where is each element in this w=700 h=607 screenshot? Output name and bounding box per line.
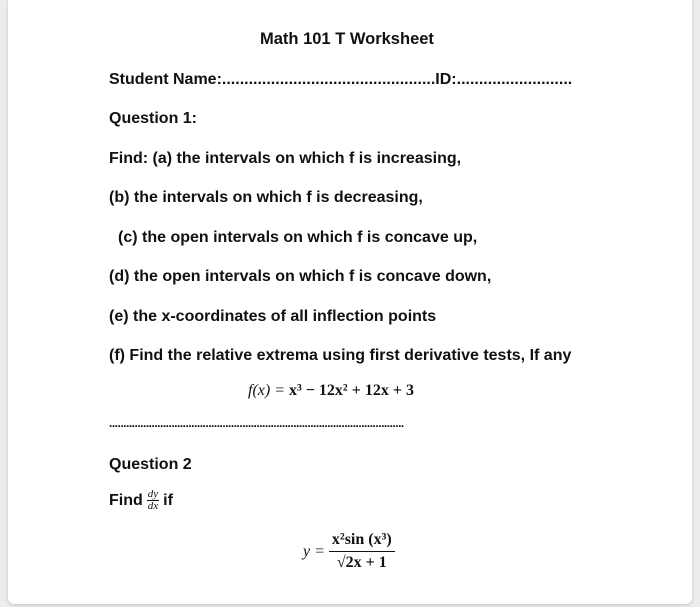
page-title: Math 101 T Worksheet [260,30,434,48]
separator-dots: ........................................................................................................ [109,416,404,430]
student-name-label: Student Name: [109,71,222,88]
question-1-equation [248,382,414,400]
question-1-heading: Question 1: [109,110,198,127]
equation-y-lhs: y = [303,542,325,560]
derivative-numerator: dy [147,488,159,500]
equation-numerator: x²sin (x³) [329,531,395,552]
equation-denominator: √2x + 1 [336,554,387,571]
question-1-part-b: (b) the intervals on which f is decreasing, [109,189,423,206]
id-dots: .......................... [456,71,573,88]
equation-fraction [329,531,395,572]
question-2-heading: Question 2 [109,456,192,473]
id-label: .ID: [430,71,457,88]
equation-body: x³ − 12x² + 12x + 3 [289,382,414,399]
student-name-dots: ............................................... [221,71,431,88]
question-1-part-e: (e) the x-coordinates of all inflection points [109,308,437,325]
equation-lhs: f(x) = [248,382,289,399]
question-1-part-a: Find: (a) the intervals on which f is increasing, [109,150,462,167]
question-1-part-d: (d) the open intervals on which f is concave down, [109,268,492,285]
derivative-denominator: dx [147,500,159,512]
if-word: if [163,491,173,509]
worksheet-page [8,0,692,604]
question-2-prompt [109,489,173,512]
question-1-part-c: (c) the open intervals on which f is concave up, [118,229,478,246]
find-word: Find [109,491,143,509]
derivative-fraction [147,489,159,512]
student-info-row [109,71,572,89]
question-2-equation [303,531,395,572]
question-1-part-f: (f) Find the relative extrema using first derivative tests, If any [109,347,572,364]
